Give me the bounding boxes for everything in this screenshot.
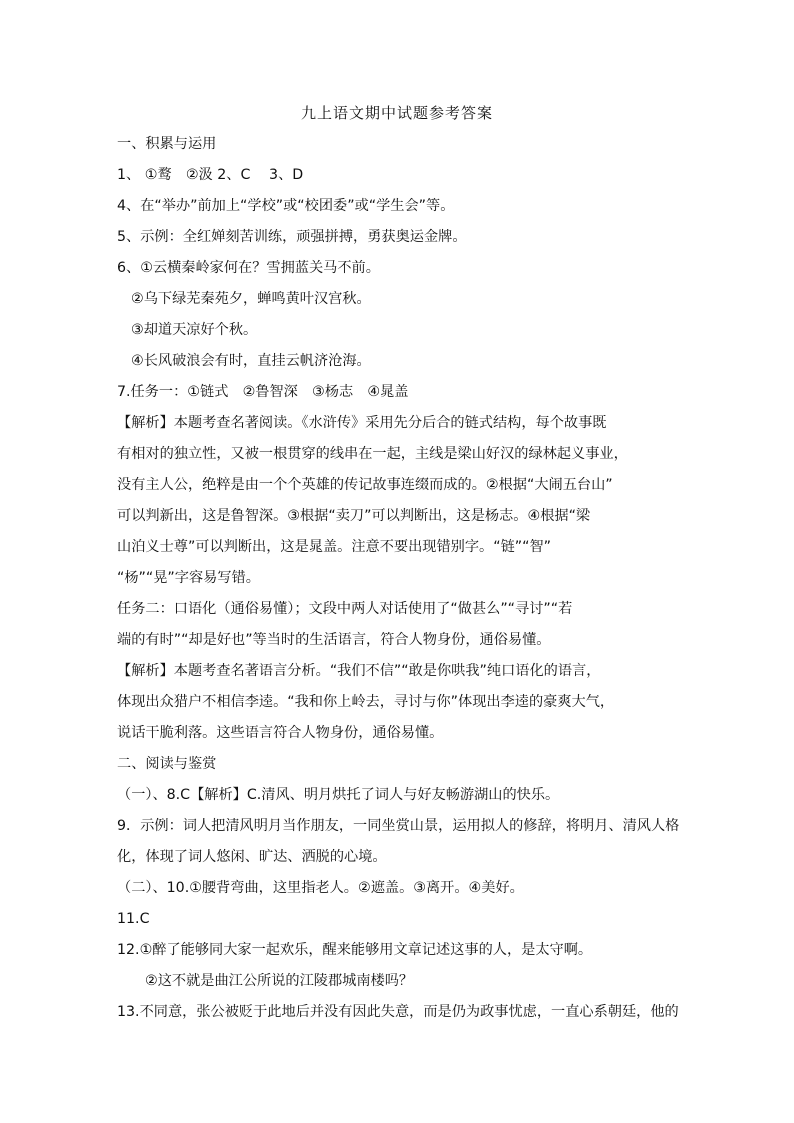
answer-line: 7.任务一：①链式 ②鲁智深 ③杨志 ④晁盖 <box>117 384 409 400</box>
analysis-line: 体现出众猎户不相信李逵。“我和你上岭去，寻讨与你”体现出李逵的豪爽大气， <box>117 694 615 710</box>
answer-line: （一）、8.C【解析】C.清风、明月烘托了词人与好友畅游湖山的快乐。 <box>117 787 560 803</box>
analysis-line: 说话干脆利落。这些语言符合人物身份，通俗易懂。 <box>117 725 444 741</box>
answer-line: 化，体现了词人悠闲、旷达、洒脱的心境。 <box>117 849 387 865</box>
analysis-line: 可以判新出，这是鲁智深。③根据“卖刀”可以判断出，这是杨志。④根据“梁 <box>117 508 591 524</box>
answer-body <box>117 129 682 1028</box>
section-heading: 一、积累与运用 <box>117 136 217 152</box>
answer-line: 12.①醉了能够同大家一起欢乐，醒来能够用文章记述这事的人，是太守啊。 <box>117 942 593 958</box>
answer-line: ③却道天凉好个秋。 <box>131 322 258 338</box>
answer-line: ②乌下绿芜秦苑夕，蝉鸣黄叶汉宫秋。 <box>131 291 371 307</box>
answer-line: ②这不就是曲江公所说的江陵郡城南楼吗？ <box>145 973 414 989</box>
analysis-line: 没有主人公，绝粹是由一个个英雄的传记故事连缀而成的。②根据“大闹五台山” <box>117 477 613 493</box>
analysis-line: “杨”“晃”字容易写错。 <box>117 570 260 586</box>
answer-line: ④长风破浪会有时，直挂云帆济沧海。 <box>131 353 371 369</box>
answer-line: 11.C <box>117 911 150 927</box>
answer-line: 端的有时”“却是好也”等当时的生活语言，符合人物身份，通俗易懂。 <box>117 632 551 648</box>
answer-line: 4、在“举办”前加上“学校”或“校团委”或“学生会”等。 <box>117 198 455 214</box>
answer-line: 1、 ①鹜 ②汲 2、C 3、D <box>117 167 304 183</box>
answer-line: 13.不同意，张公被贬于此地后并没有因此失意，而是仍为政事忧虑，一直心系朝廷，他的 <box>117 1004 679 1020</box>
analysis-line: 有相对的独立性，又被一根贯穿的线串在一起，主线是梁山好汉的绿林起义事业， <box>117 446 628 462</box>
analysis-line: 【解析】本题考查名著语言分析。“我们不信”“敢是你哄我”纯口语化的语言， <box>117 663 601 679</box>
analysis-line: 【解析】本题考查名著阅读。《水浒传》采用先分后合的链式结构，每个故事既 <box>117 415 607 431</box>
analysis-line: 山泊义士尊”可以判断出，这是晁盖。注意不要出现错别字。“链”“智” <box>117 539 552 555</box>
answer-line: （二）、10.①腰背弯曲，这里指老人。②遮盖。③离开。④美好。 <box>117 880 524 896</box>
answer-line: 5、示例：全红婵刻苦训练，顽强拼搏，勇获奥运金牌。 <box>117 229 467 245</box>
section-heading: 二、阅读与鉴赏 <box>117 756 217 772</box>
document-title: 九上语文期中试题参考答案 <box>300 104 493 122</box>
answer-line: 6、①云横秦岭家何在？雪拥蓝关马不前。 <box>117 260 380 276</box>
answer-line: 9．示例：词人把清风明月当作朋友，一同坐赏山景，运用拟人的修辞，将明月、清风人格 <box>117 818 680 834</box>
answer-line: 任务二：口语化（通俗易懂）；文段中两人对话使用了“做甚么”“寻讨”“若 <box>117 601 573 617</box>
